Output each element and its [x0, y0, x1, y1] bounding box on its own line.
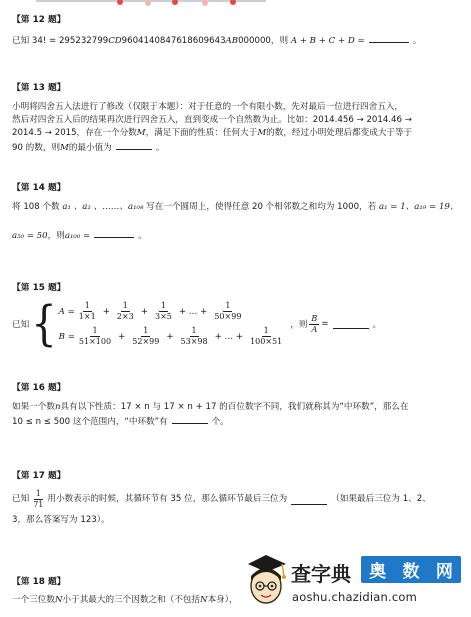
question-18-heading: 【第 18 题】 [12, 577, 66, 587]
question-12 [12, 12, 461, 48]
answer-blank-13[interactable] [116, 140, 152, 150]
equation-b: B = $\frac{1}{51\times 100}$ + $\frac{1}{52\times 99}$ + $\frac{1}{53\times 98}$ + … + $\frac{1}{100\times 51}$ [58, 326, 283, 346]
equation-a: A = $\frac{1}{1\times 1}$ + $\frac{1}{2\times 3}$ + $\frac{1}{3\times 5}$ + … + $\frac{1}{50\times 99}$ [58, 301, 242, 321]
question-13 [12, 80, 461, 155]
fraction: $\frac{1}{1\times 1}$ [78, 301, 96, 321]
question-16-line-1: 如果一个数n具有以下性质：17 × n 与 17 × n + 17 的百位数字不同，我们就称其为“中环数”，那么在 [12, 402, 409, 412]
fraction-1-71: $\frac{1}{71}$ [33, 489, 44, 509]
question-17 [12, 468, 461, 527]
question-15-heading: 【第 15 题】 [12, 283, 66, 293]
question-14 [12, 180, 461, 243]
chazidian-logo [244, 550, 466, 612]
answer-blank-15[interactable] [333, 319, 369, 329]
answer-blank-14[interactable] [94, 228, 134, 238]
answer-blank-12[interactable] [369, 33, 409, 43]
fraction: $\frac{1}{100\times 51}$ [250, 326, 283, 346]
top-decoration [0, 0, 471, 12]
question-16 [12, 380, 461, 429]
question-14-line-1: 将 108 个数 a₁ 、a₂ 、……、a₁₀₈ 写在一个圆周上，使得任意 20 个相邻数之和均为 1000，若 a₁ = 1、a₁₉ = 19、 [12, 202, 459, 212]
logo-title: 查字典 [291, 562, 351, 586]
question-13-line-3: 2014.5 → 2015，存在一个分数M，满足下面的性质：任何大于M的数，经过小明处理后都变成大于等于 [12, 128, 413, 138]
question-13-line-1: 小明将四舍五入法进行了修改（仅限于本题）：对于任意的一个有限小数，先对最后一位进行四舍五入， [12, 102, 404, 112]
question-12-text: 已知 34! = 295232799CD9604140847618609643AB000000，则 A + B + C + D = 。 [12, 33, 461, 48]
question-16-heading: 【第 16 题】 [12, 383, 66, 393]
question-18-line-1: 一个三位数N小于其最大的三个因数之和（不包括N本身）， [12, 595, 238, 605]
question-17-line-1: 已知 $\frac{1}{71}$ 用小数表示的时候，其循环节有 35 位，那么循环节最后三位为 （如果最后三位为 1、2、 [12, 489, 431, 509]
logo-url: aoshu.chazidian.com [292, 590, 418, 604]
question-15 [12, 280, 461, 352]
brace-symbol: { [31, 296, 57, 352]
question-16-line-2: 10 ≤ n ≤ 500 这个范围内，“中环数”有 个。 [12, 414, 461, 429]
question-13-line-4: 90 的数，则M的最小值为 。 [12, 140, 461, 155]
question-12-heading: 【第 12 题】 [12, 15, 66, 25]
question-15-system: 已知 { A = $\frac{1}{1\times 1}$ + $\frac{1}{2\times 3}$ + $\frac{1}{3\times 5}$ + … + $\frac{1}{50\times 99}$ B = $\frac{1}{51\times 100}$ + $\frac{1}{52\times 99}$ + $\frac{1}{53\times 98}$ + … + $\frac{1}{100\times 51}$ ，则 $\frac{B}{A}$ = 。 [12, 296, 382, 352]
answer-blank-16[interactable] [172, 414, 208, 424]
question-14-line-2: a₅₀ = 50，则a₁₀₀ = 。 [12, 228, 461, 243]
logo-blue-bar: 奥 数 网 [361, 556, 461, 583]
question-17-line-2: 3，那么答案写为 123）。 [12, 515, 110, 525]
question-14-heading: 【第 14 题】 [12, 183, 66, 193]
graduate-mascot-icon [244, 550, 290, 608]
fraction: $\frac{1}{2\times 3}$ [116, 301, 134, 321]
question-13-line-2: 然后对四舍五入后的结果再次进行四舍五入，直到变成一个自然数为止。比如：2014.456 → 2014.46 → [12, 115, 412, 125]
question-13-heading: 【第 13 题】 [12, 83, 66, 93]
ratio-b-over-a: $\frac{B}{A}$ [311, 313, 318, 334]
answer-blank-17[interactable] [291, 495, 327, 505]
fraction: $\frac{1}{50\times 99}$ [214, 301, 242, 321]
fraction: $\frac{1}{3\times 5}$ [154, 301, 172, 321]
question-17-heading: 【第 17 题】 [12, 471, 66, 481]
fraction: $\frac{1}{53\times 98}$ [180, 326, 208, 346]
fraction: $\frac{1}{52\times 99}$ [132, 326, 160, 346]
fraction: $\frac{1}{51\times 100}$ [78, 326, 112, 346]
